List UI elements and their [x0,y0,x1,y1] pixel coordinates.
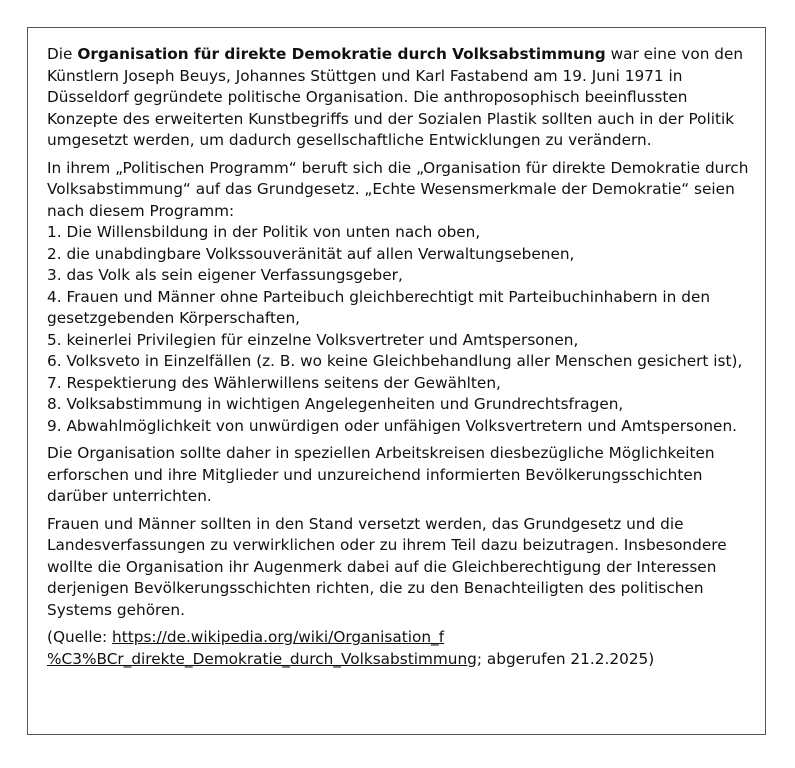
list-item: 4. Frauen und Männer ohne Parteibuch gleichberechtigt mit Parteibuchinhabern in den gesetzgebenden Körperschaften, [47,287,711,327]
intro-rest: war eine von den Künstlern Joseph Beuys, Johannes Stüttgen und Karl Fastabend am 19. Juni 1971 in Düsseldorf gegründete politische Organisation. Die anthroposophisch beeinflussten Konzepte des erweiterten Kunstbegriffs und der Sozialen Plastik sollten auch in der Politik umgesetzt werden, um dadurch gesellschaftliche Entwicklungen zu verändern. [47,45,744,149]
source-suffix: ; abgerufen 21.2.2025) [476,649,655,668]
source-citation [47,627,753,670]
article-content [47,44,753,676]
list-item: 9. Abwahlmöglichkeit von unwürdigen oder unfähigen Volksvertretern und Amtspersonen. [47,416,738,435]
source-link-line2: %C3%BCr_direkte_Demokratie_durch_Volksabstimmung [47,649,477,668]
list-item: 2. die unabdingbare Volkssouveränität auf allen Verwaltungsebenen, [47,244,575,263]
source-link[interactable] [47,628,477,668]
paragraph-programm [47,158,753,438]
list-item: 1. Die Willensbildung in der Politik von unten nach oben, [47,223,481,241]
paragraph-arbeitskreise: Die Organisation sollte daher in speziellen Arbeitskreisen diesbezügliche Möglichkeiten erforschen und ihre Mitglieder und unzureichend informierten Bevölkerungsschichten darüber unterrichten. [47,444,715,505]
paragraph-gleichberechtigung: Frauen und Männer sollten in den Stand versetzt werden, das Grundgesetz und die Landesverfassungen zu verwirklichen oder zu ihrem Teil dazu beizutragen. Insbesondere wollte die Organisation ihr Augenmerk dabei auf die Gleichberechtigung der Interessen derjenigen Bevölkerungsschichten richten, die zu den Benachteiligten des politischen Systems gehören. [47,514,727,619]
list-item: 5. keinerlei Privilegien für einzelne Volksvertreter und Amtspersonen, [47,330,579,349]
source-link-line1: https://de.wikipedia.org/wiki/Organisation_f [112,628,445,646]
source-prefix: (Quelle: [47,628,113,646]
intro-lead: Die [47,45,78,63]
programm-intro: In ihrem „Politischen Programm“ beruft sich die „Organisation für direkte Demokratie durch Volksabstimmung“ auf das Grundgesetz. „Echte Wesensmerkmale der Demokratie“ seien nach diesem Programm: [47,158,749,220]
list-item: 6. Volksveto in Einzelfällen (z. B. wo keine Gleichbehandlung aller Menschen gesichert ist), [47,352,743,370]
list-item: 8. Volksabstimmung in wichtigen Angelegenheiten und Grundrechtsfragen, [47,395,624,413]
paragraph-intro [47,44,753,152]
organisation-name: Organisation für direkte Demokratie durch Volksabstimmung [77,45,606,63]
list-item: 3. das Volk als sein eigener Verfassungsgeber, [47,266,403,284]
text-box [27,27,766,735]
list-item: 7. Respektierung des Wählerwillens seitens der Gewählten, [47,373,501,392]
